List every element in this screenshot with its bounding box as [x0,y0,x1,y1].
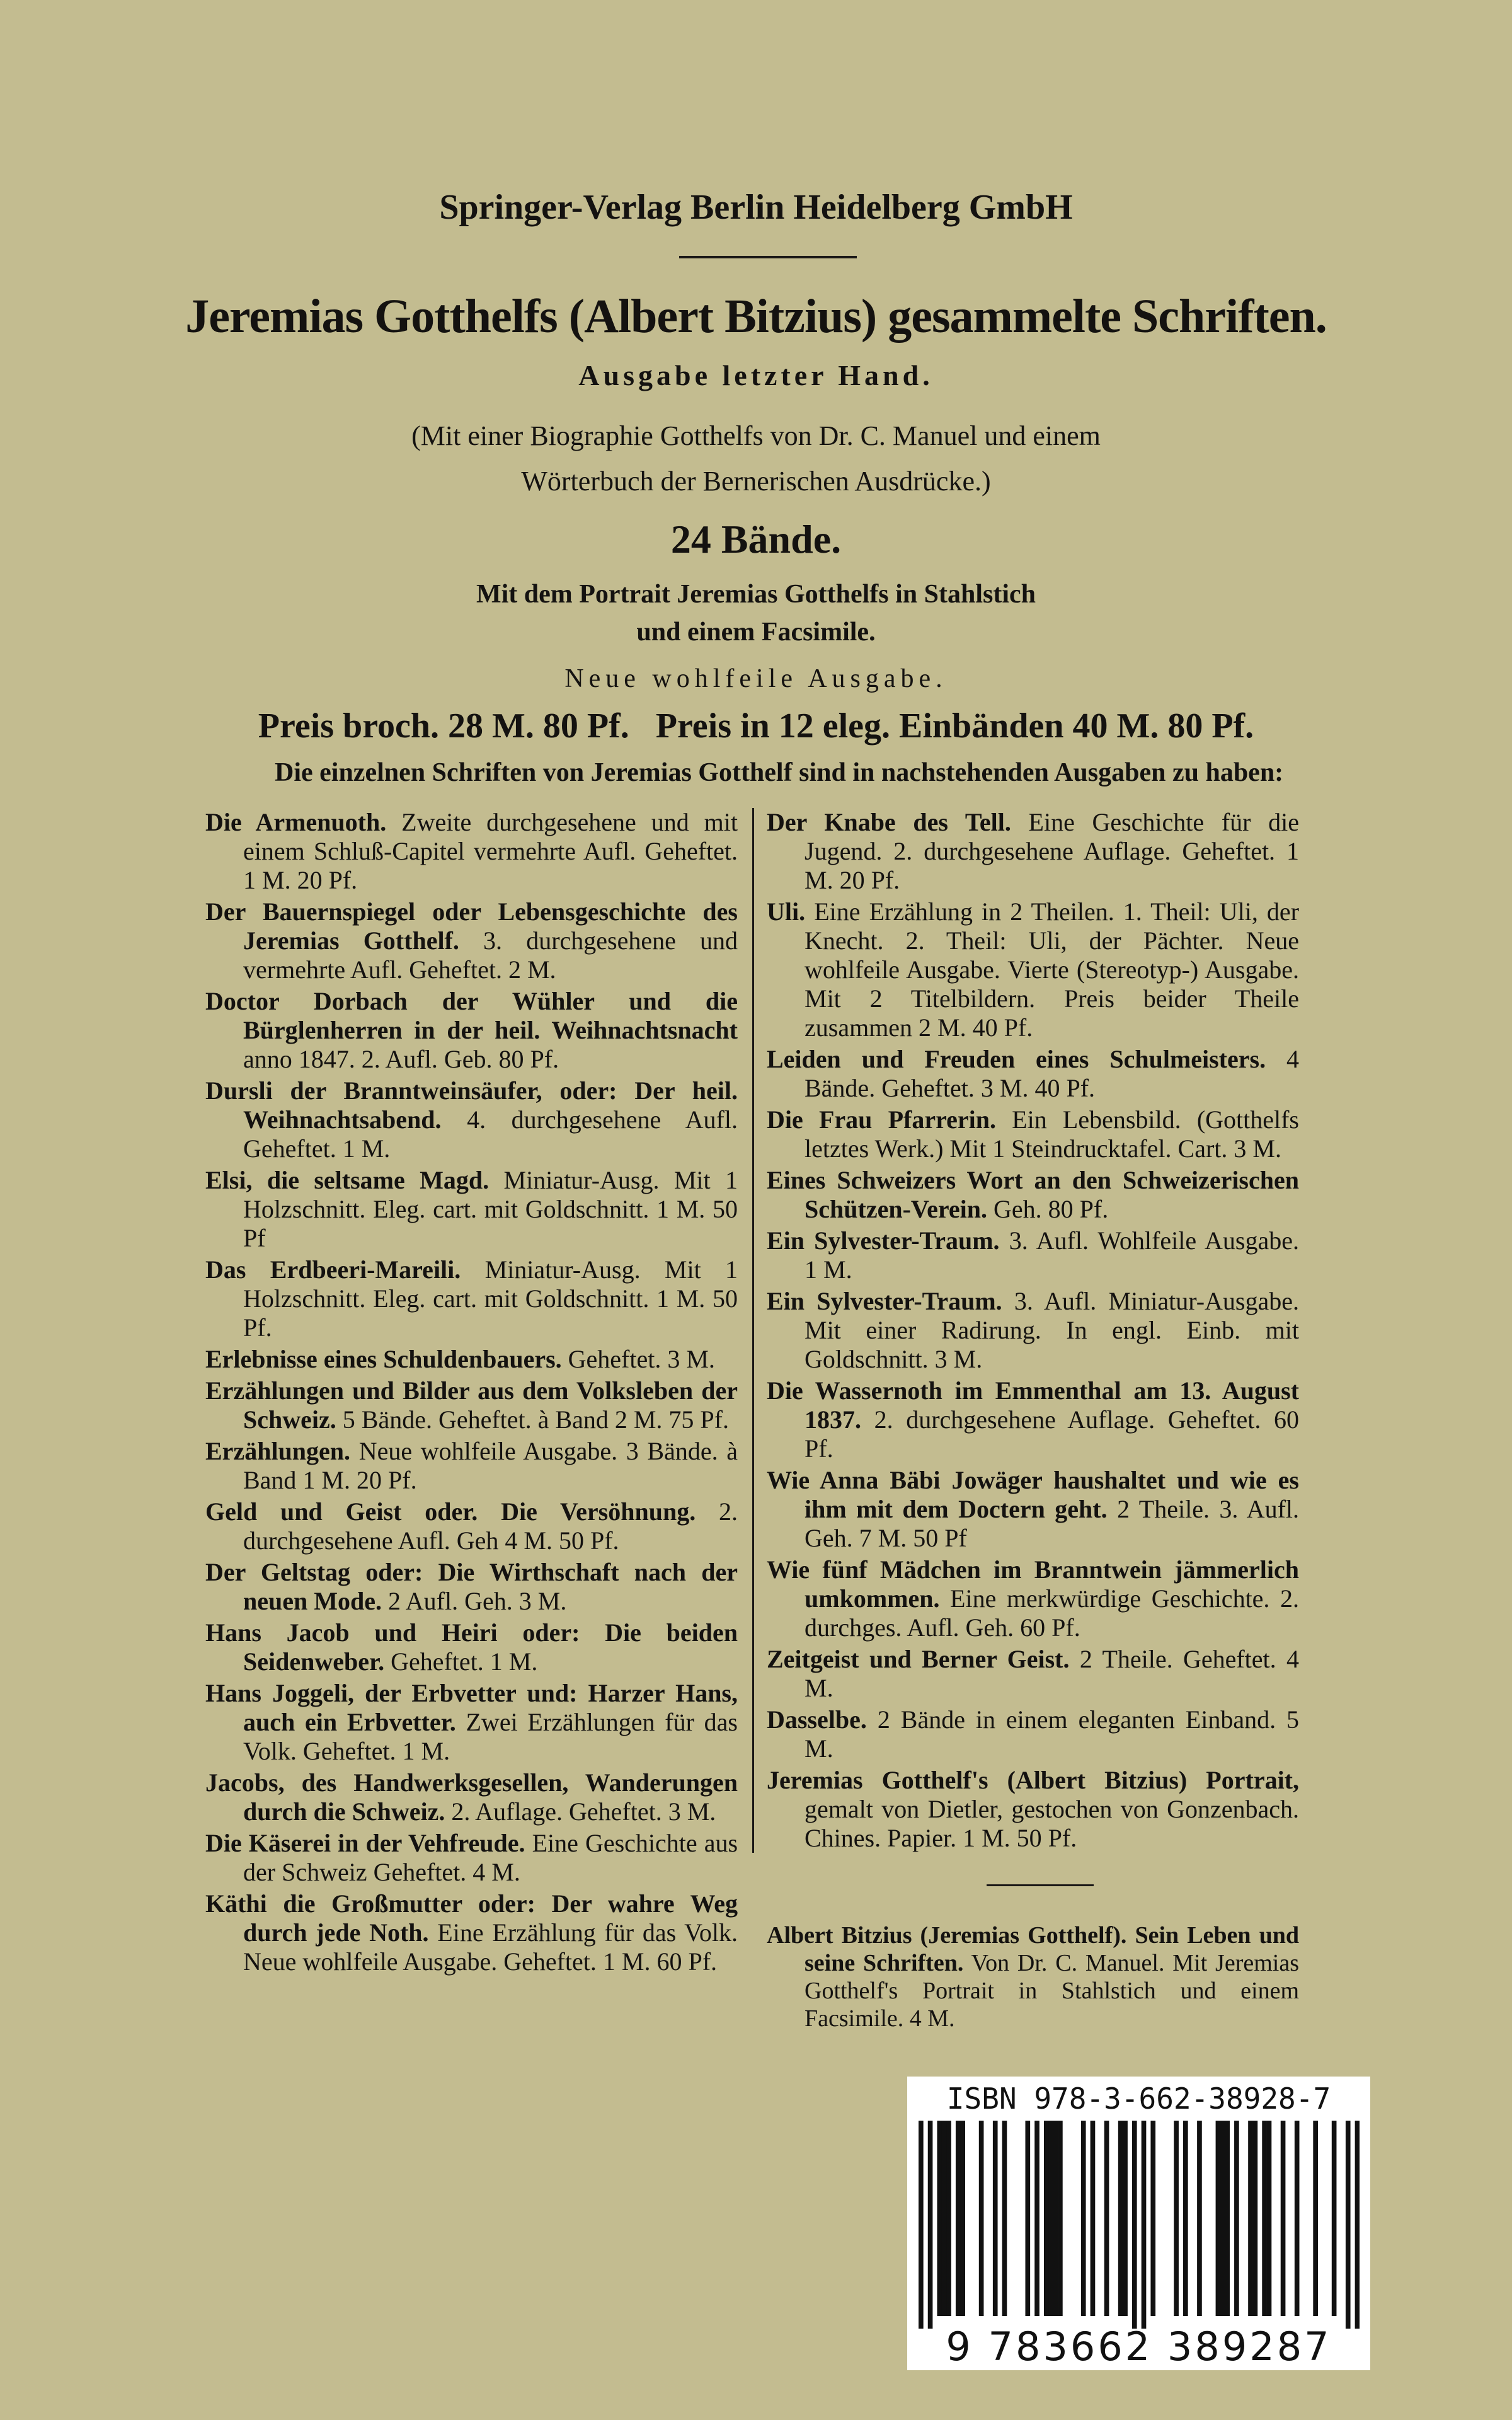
entry-title: Erlebnisse eines Schuldenbauers. [205,1345,562,1373]
barcode-bar [1150,2121,1155,2316]
list-item [767,897,1299,1042]
list-item [767,1645,1299,1703]
entry-text: Zwei Erzählungen für das Volk. Geheftet. 1 M. [243,1708,738,1765]
list-item [767,1166,1299,1224]
isbn-barcode-box [907,2077,1370,2370]
isbn-label: ISBN 978-3-662-38928-7 [946,2082,1331,2116]
list-item [767,1045,1299,1103]
entry-text: 4. durchgesehene Aufl. Geheftet. 1 M. [243,1105,738,1163]
entry-text: Geh. 80 Pf. [994,1195,1109,1223]
entry-text: Miniatur-Ausg. Mit 1 Holzschnitt. Eleg. cart. mit Goldschnitt. 1 M. 50 Pf [243,1166,738,1252]
entry-title: Doctor Dorbach der Wühler und die Bürglenherren in der heil. Weihnachtsnacht [205,987,738,1044]
entry-title: Dasselbe. [767,1705,867,1734]
list-item [767,808,1299,895]
barcode-bar [1183,2121,1188,2316]
list-item [767,1226,1299,1284]
cover-content [0,187,1512,2370]
entry-title: Zeitgeist und Berner Geist. [767,1645,1070,1673]
entry-title: Die Armenuoth. [205,808,387,836]
entry-text: 2. durchgesehene Aufl. Geh 4 M. 50 Pf. [243,1497,738,1555]
right-column-list [752,808,1299,1853]
barcode-bar [1267,2121,1272,2316]
listing-columns [0,808,1512,2370]
entry-title: Käthi die Großmutter oder: Der wahre Weg durch jede Noth. [205,1889,738,1947]
entry-title: Leiden und Freuden eines Schulmeisters. [767,1045,1266,1073]
list-item [205,1768,738,1826]
entry-text: Von Dr. C. Manuel. Mit Jeremias Gotthelf's Portrait in Stahlstich und einem Facsimile. 4 M. [805,1950,1299,2032]
portrait-note-line2: und einem Facsimile. [636,618,876,647]
entry-title: Elsi, die seltsame Magd. [205,1166,490,1194]
list-item [767,1555,1299,1642]
entry-text: 2. durchgesehene Auflage. Geheftet. 60 Pf. [805,1405,1299,1463]
barcode-bar [937,2121,942,2316]
list-item [205,1376,738,1434]
entry-title: Erzählungen. [205,1437,351,1465]
list-item [205,1889,738,1976]
list-item [205,1345,738,1374]
entry-title: Die Frau Pfarrerin. [767,1105,996,1134]
barcode-bar [946,2121,951,2316]
entry-title: Wie Anna Bäbi Jowäger haushaltet und wie es ihm mit dem Doctern geht. [767,1466,1299,1523]
entry-title: Der Knabe des Tell. [767,808,1011,836]
entry-text: 3. durchgesehene und vermehrte Aufl. Geheftet. 2 M. [243,926,738,984]
divider-rule [987,1884,1094,1886]
barcode-bar [1346,2121,1351,2329]
entry-text: Zweite durchgesehene und mit einem Schluß-Capitel vermehrte Aufl. Geheftet. 1 M. 20 Pf. [243,808,738,894]
entry-title: Die Käserei in der Vehfreude. [205,1829,525,1857]
entry-text: 2 Theile. 3. Aufl. Geh. 7 M. 50 Pf [805,1495,1300,1552]
barcode-bar [1118,2121,1123,2316]
entry-title: Das Erdbeeri-Mareili. [205,1255,461,1284]
volume-count: 24 Bände. [670,517,842,562]
entry-title: Ein Sylvester-Traum. [767,1287,1002,1315]
entry-text: Eine Geschichte für die Jugend. 2. durchgesehene Auflage. Geheftet. 1 M. 20 Pf. [805,808,1299,894]
barcode-bar [1025,2121,1030,2316]
entry-title: Wie fünf Mädchen im Branntwein jämmerlich umkommen. [767,1555,1299,1613]
entry-text: gemalt von Dietler, gestochen von Gonzenbach. Chines. Papier. 1 M. 50 Pf. [805,1795,1299,1852]
list-item [205,1166,738,1253]
barcode-bar [942,2121,947,2316]
entry-text: 2 Aufl. Geh. 3 M. [388,1587,567,1615]
barcode-bar [1281,2121,1286,2316]
list-item [205,1255,738,1342]
barcode-bar [1332,2121,1337,2316]
entry-text: 3. Aufl. Wohlfeile Ausgabe. 1 M. [805,1226,1299,1284]
barcode-bar [1174,2121,1179,2316]
divider-rule [679,256,857,258]
barcode-bar [1234,2121,1239,2316]
entry-text: Geheftet. 3 M. [568,1345,715,1373]
barcode-bar [1081,2121,1086,2316]
entry-text: 2 Bände in einem eleganten Einband. 5 M. [805,1705,1300,1763]
barcode-bar [1197,2121,1202,2316]
list-item [205,1618,738,1676]
barcode-bar [1053,2121,1058,2316]
entry-title: Der Geltstag oder: Die Wirthschaft nach der neuen Mode. [205,1558,738,1615]
barcode-bar [1216,2121,1221,2316]
entry-text: Eine Erzählung für das Volk. Neue wohlfeile Ausgabe. Geheftet. 1 M. 60 Pf. [243,1918,738,1976]
new-edition-note: Neue wohlfeile Ausgabe. [564,664,948,693]
list-item [767,1466,1299,1553]
book-title: Jeremias Gotthelfs (Albert Bitzius) gesammelte Schriften. [185,290,1327,343]
entry-title: Geld und Geist oder. Die Versöhnung. [205,1497,696,1526]
barcode-bar [1295,2121,1300,2316]
intro-text: Die einzelnen Schriften von Jeremias Gotthelf sind in nachstehenden Ausgaben zu haben: [275,758,1284,787]
list-item [205,1076,738,1163]
list-item [767,1766,1299,1853]
barcode-bar [1142,2121,1147,2329]
entry-text: Ein Lebensbild. (Gotthelfs letztes Werk.) Mit 1 Steindrucktafel. Cart. 3 M. [805,1105,1299,1163]
entry-text: 4 Bände. Geheftet. 3 M. 40 Pf. [805,1045,1300,1102]
entry-text: 2. Auflage. Geheftet. 3 M. [451,1797,716,1826]
barcode-bar [1048,2121,1053,2316]
right-column [767,808,1332,2370]
list-item [205,1497,738,1555]
barcode-bar [1253,2121,1258,2316]
list-item [205,1829,738,1887]
entry-text: 2 Theile. Geheftet. 4 M. [805,1645,1299,1702]
entry-text: Eine merkwürdige Geschichte. 2. durchges. Aufl. Geh. 60 Pf. [805,1584,1299,1642]
biography-note-line1: (Mit einer Biographie Gotthelfs von Dr. C. Manuel und einem [411,420,1101,451]
entry-text: 5 Bände. Geheftet. à Band 2 M. 75 Pf. [342,1405,729,1434]
price-line: Preis broch. 28 M. 80 Pf. Preis in 12 eleg. Einbänden 40 M. 80 Pf. [258,706,1254,746]
biography-entry [767,1922,1299,2032]
barcode-bar [1225,2121,1230,2316]
entry-title: Uli. [767,897,806,926]
barcode-bar [1091,2121,1096,2316]
barcode [919,2121,1360,2329]
list-item [767,1705,1299,1763]
entry-text: Eine Geschichte aus der Schweiz Geheftet. 4 M. [243,1829,738,1886]
entry-text: Miniatur-Ausg. Mit 1 Holzschnitt. Eleg. cart. mit Goldschnitt. 1 M. 50 Pf. [243,1255,738,1342]
barcode-bar [1220,2121,1225,2316]
list-item [205,1679,738,1766]
barcode-bar [919,2121,924,2329]
barcode-bar [928,2121,933,2329]
publisher-name: Springer-Verlag Berlin Heidelberg GmbH [439,188,1073,227]
list-item [205,987,738,1074]
barcode-bar [1132,2121,1137,2329]
barcode-bar [1034,2121,1040,2316]
entry-title: Jacobs, des Handwerksgesellen, Wanderungen durch die Schweiz. [205,1768,738,1826]
entry-text: anno 1847. 2. Aufl. Geb. 80 Pf. [243,1045,559,1073]
entry-title: Dursli der Branntweinsäufer, oder: Der heil. Weihnachtsabend. [205,1076,738,1134]
list-item [205,1437,738,1495]
entry-text: 3. Aufl. Miniatur-Ausgabe. Mit einer Radirung. In engl. Einb. mit Goldschnitt. 3 M. [805,1287,1299,1373]
portrait-note-line1: Mit dem Portrait Jeremias Gotthelfs in Stahlstich [476,580,1036,609]
entry-title: Eines Schweizers Wort an den Schweizerischen Schützen-Verein. [767,1166,1299,1223]
edition-line: Ausgabe letzter Hand. [578,359,934,391]
list-item [205,1558,738,1616]
barcode-bar [1355,2121,1360,2329]
barcode-bar [979,2121,984,2316]
barcode-bar [1002,2121,1007,2316]
entry-title: Die Wassernoth im Emmenthal am 13. August 1837. [767,1376,1299,1434]
barcode-bar [1313,2121,1318,2316]
entry-title: Erzählungen und Bilder aus dem Volksleben der Schweiz. [205,1376,738,1434]
entry-title: Hans Joggeli, der Erbvetter und: Harzer Hans, auch ein Erbvetter. [205,1679,738,1736]
barcode-bar [1262,2121,1267,2316]
left-column-list [205,808,738,1979]
biography-note-line2: Wörterbuch der Bernerischen Ausdrücke.) [521,466,991,497]
barcode-bar [1104,2121,1109,2316]
entry-title: Albert Bitzius (Jeremias Gotthelf). Sein Leben und seine Schriften. [767,1922,1299,1976]
barcode-bar [1248,2121,1253,2316]
barcode-bar [993,2121,998,2316]
barcode-bar [956,2121,961,2316]
entry-text: Neue wohlfeile Ausgabe. 3 Bände. à Band 1 M. 20 Pf. [243,1437,738,1494]
entry-text: Eine Erzählung in 2 Theilen. 1. Theil: Uli, der Knecht. 2. Theil: Uli, der Pächter. Neue wohlfeile Ausgabe. Vierte (Stereotyp-) Ausgabe. Mit 2 Titelbildern. Preis beider Theile zusammen 2 M. 40 Pf. [805,897,1299,1042]
entry-title: Der Bauernspiegel oder Lebensgeschichte des Jeremias Gotthelf. [205,897,738,955]
barcode-bar [1123,2121,1128,2316]
list-item [205,897,738,984]
isbn-digits: 9 783662 389287 [946,2324,1332,2370]
list-item [205,808,738,895]
list-item [767,1376,1299,1463]
entry-title: Jeremias Gotthelf's (Albert Bitzius) Portrait, [767,1766,1299,1794]
entry-text: Geheftet. 1 M. [391,1647,538,1676]
barcode-bar [1044,2121,1049,2316]
list-item [767,1105,1299,1163]
entry-title: Ein Sylvester-Traum. [767,1226,1000,1255]
entry-title: Hans Jacob und Heiri oder: Die beiden Seidenweber. [205,1618,738,1676]
list-item [767,1287,1299,1374]
barcode-bar [1058,2121,1063,2316]
barcode-bar [960,2121,965,2316]
